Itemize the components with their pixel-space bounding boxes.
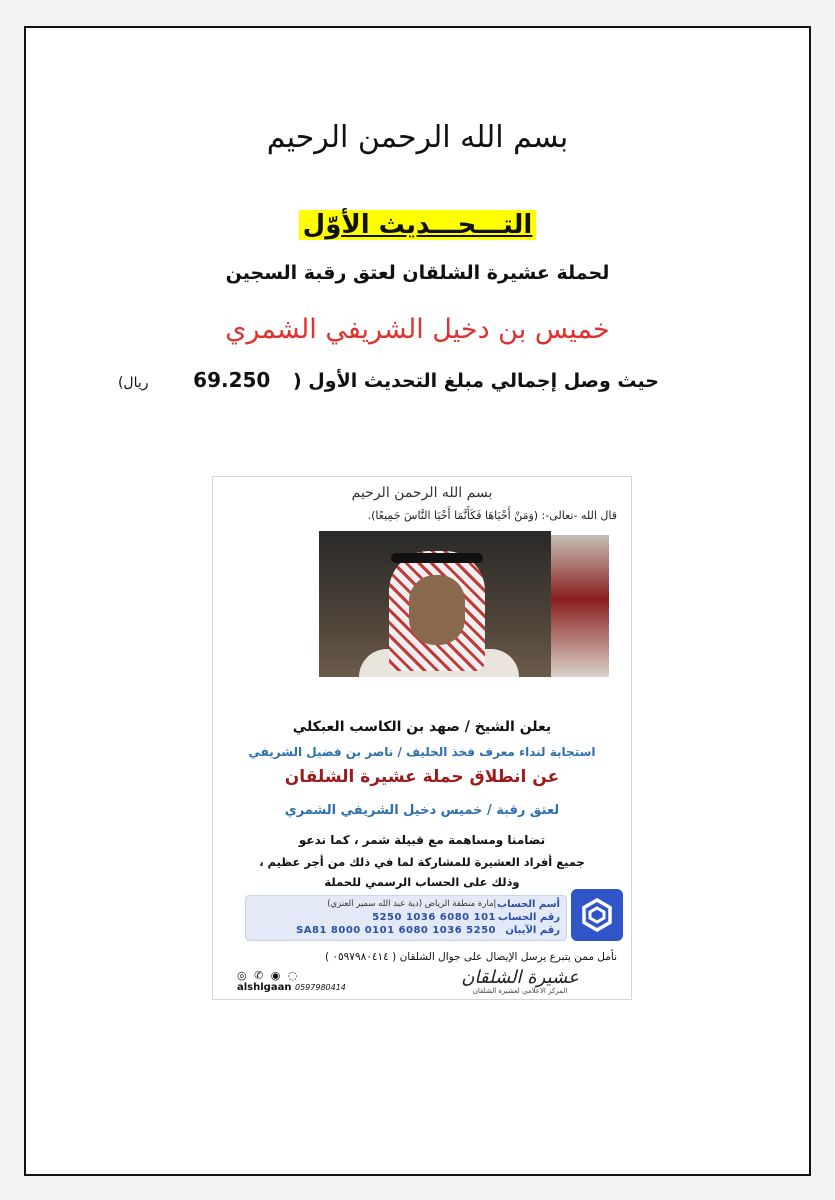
total-amount-line	[114, 368, 659, 392]
signature-sub: المركز الاعلامي لعشيرة الشلقان	[472, 987, 568, 995]
flyer-line-sheikh: يعلن الشيخ / صهد بن الكاسب العبكلي	[292, 719, 552, 735]
flyer-line-solidarity: تضامنا ومساهمة مع قبيلة شمر ، كما ندعو	[298, 833, 546, 847]
bank-name-value: إمارة منطقة الرياض (دية عبد الله سمير العنزي)	[327, 899, 496, 909]
sheikh-photo	[319, 531, 551, 677]
flyer-line-account: وذلك على الحساب الرسمي للحملة	[324, 875, 520, 889]
social-contact	[237, 969, 397, 995]
flyer-line-prisoner: لعتق رقبة / خميس دخيل الشريفي الشمري	[284, 803, 560, 818]
photo-agal	[391, 553, 483, 563]
bank-name-label: أسم الحساب	[497, 899, 560, 910]
basmala-heading: بسم الله الرحمن الرحيم	[266, 120, 569, 155]
bank-details-box	[245, 895, 567, 941]
flyer-verse: قال الله -تعالى-: (وَمَنْ أَحْيَاهَا فَكَأَنَّمَا أَحْيَا النَّاسَ جَمِيعًا).	[367, 509, 617, 522]
clan-signature-logo	[445, 967, 595, 997]
campaign-flyer-image	[212, 476, 632, 1000]
signature-main: عشيرة الشلقان	[461, 967, 579, 988]
update-title	[26, 210, 809, 240]
social-handle: alshlgaan	[237, 982, 292, 993]
social-phone: 0597980414	[295, 983, 346, 992]
bank-logo-icon	[571, 889, 623, 941]
bank-iban-label: رقم الآيبان	[505, 925, 560, 936]
total-currency: ريال)	[117, 375, 149, 391]
photo-face	[409, 575, 465, 645]
flyer-line-response: استجابة لنداء معرف فخذ الخليف / ناصر بن فضيل الشريفي	[248, 745, 596, 759]
bank-row-name	[252, 899, 560, 912]
document-page	[24, 26, 811, 1176]
total-prefix: حيث وصل إجمالي مبلغ التحديث الأول (	[292, 370, 659, 392]
bank-row-account	[252, 912, 560, 925]
bank-row-iban	[252, 925, 560, 938]
flyer-basmala: بسم الله الرحمن الرحيم	[351, 485, 493, 501]
social-icons: ◎ ✆ ◉ ◌	[237, 969, 300, 982]
photo-side-figure	[551, 535, 609, 677]
total-amount: 69.250	[193, 368, 271, 392]
flyer-line-launch: عن انطلاق حملة عشيرة الشلقان	[284, 767, 560, 787]
bank-account-value: 101 6080 1036 5250	[372, 912, 496, 923]
update-title-text: التـــحـــديث الأوّل	[299, 210, 537, 240]
receipt-note: نأمل ممن يتبرع يرسل الإيصال على جوال الشلقان ( ٠٥٩٧٩٨٠٤١٤ )	[324, 951, 617, 963]
bank-iban-value: SA81 8000 0101 6080 1036 5250	[296, 925, 496, 936]
campaign-subtitle: لحملة عشيرة الشلقان لعتق رقبة السجين	[225, 262, 610, 284]
prisoner-name: خميس بن دخيل الشريفي الشمري	[225, 314, 610, 345]
flyer-line-invite: جميع أفراد العشيرة للمشاركة لما في ذلك من أجر عظيم ،	[259, 855, 585, 869]
bank-account-label: رقم الحساب	[498, 912, 560, 923]
